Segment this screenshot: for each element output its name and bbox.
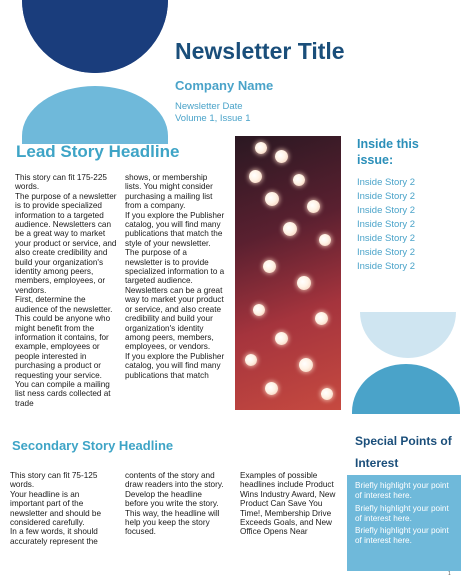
inside-story-link[interactable]: Inside Story 2 [357, 191, 416, 202]
special-points-box [347, 475, 461, 571]
inside-story-link[interactable]: Inside Story 2 [357, 233, 416, 244]
secondary-story-headline: Secondary Story Headline [12, 438, 174, 453]
decor-blue-arch-right [352, 362, 460, 414]
lead-paragraph: This story can fit 175-225 words. [15, 173, 107, 192]
light-bulb [299, 358, 313, 372]
secondary-story-column-2 [125, 471, 225, 541]
lead-paragraph: shows, or membership lists. You might consider purchasing a mailing list from a company. [125, 173, 213, 211]
light-bulb [255, 142, 267, 154]
lead-paragraph: If you explore the Publisher catalog, you will find many publications that match [125, 351, 225, 380]
secondary-paragraph: This story can fit 75-125 words. [10, 471, 98, 490]
inside-story-link[interactable]: Inside Story 2 [357, 177, 416, 188]
secondary-paragraph: Develop the headline before you write the story. This way, the headline will help you keep the story focused. [125, 489, 220, 537]
secondary-paragraph: In a few words, it should accurately represent the [10, 527, 98, 546]
inside-story-link[interactable]: Inside Story 2 [357, 205, 416, 216]
light-bulb [321, 388, 333, 400]
lead-story-column-2 [125, 173, 225, 411]
lead-paragraph: The purpose of a newsletter is to provide specialized information to a targeted audience. Newsletters can be a great way to market your product or service, and also create credibility and build your organization's identity among peers, members, employees, or vendors. [125, 248, 225, 352]
light-bulb [265, 382, 278, 395]
marquee-lights-photo [235, 136, 341, 410]
inside-issue-title: Inside this issue: [357, 137, 419, 167]
inside-story-link[interactable]: Inside Story 2 [357, 261, 416, 272]
lead-story-headline: Lead Story Headline [16, 142, 180, 161]
secondary-story-column-1 [10, 471, 114, 546]
special-points-title: Special Points of Interest [355, 434, 452, 470]
secondary-paragraph: Examples of possible headlines include Product Wins Industry Award, New Product Can Save You Time!, Membership Drive Exceeds Goals, and New Office Opens Near [240, 471, 336, 537]
company-name: Company Name [175, 78, 274, 93]
secondary-story-column-3 [240, 471, 338, 541]
point-of-interest: Briefly highlight your point of interest here. [355, 481, 449, 500]
inside-story-link[interactable]: Inside Story 2 [357, 247, 416, 258]
secondary-paragraph: contents of the story and draw readers into the story. [125, 471, 224, 490]
light-bulb [319, 234, 331, 246]
point-of-interest: Briefly highlight your point of interest here. [355, 526, 449, 545]
light-bulb [263, 260, 276, 273]
lead-paragraph: You can compile a mailing list ness cards collected at trade [15, 379, 111, 408]
light-bulb [245, 354, 257, 366]
lead-paragraph: If you explore the Publisher catalog, you will find many publications that match the style of your newsletter. [125, 210, 225, 248]
decor-blue-arch [22, 86, 168, 144]
secondary-paragraph: Your headline is an important part of the newsletter and should be considered carefully. [10, 489, 102, 528]
light-bulb [275, 332, 288, 345]
light-bulb [249, 170, 262, 183]
page-number: 1 [448, 571, 451, 577]
volume-issue: Volume 1, Issue 1 [175, 113, 251, 124]
newsletter-date: Newsletter Date [175, 101, 243, 112]
light-bulb [297, 276, 311, 290]
light-bulb [283, 222, 297, 236]
light-bulb [307, 200, 320, 213]
inside-story-link[interactable]: Inside Story 2 [357, 219, 416, 230]
lead-paragraph: First, determine the audience of the newsletter. This could be anyone who might benefit from the information it contains, for example, employees or people interested in purchasing a product or requesting your service. [15, 295, 113, 380]
decor-navy-semicircle [22, 0, 168, 72]
light-bulb [275, 150, 288, 163]
light-bulb [315, 312, 328, 325]
light-bulb [253, 304, 265, 316]
lead-paragraph: The purpose of a newsletter is to provide specialized information to a targeted audience. Newsletters can be a great way to market your product or service, and also create credibility and build your organization's identity among peers, members, employees, or vendors. [15, 191, 117, 295]
light-bulb [293, 174, 305, 186]
inside-issue-list [357, 176, 415, 274]
decor-pale-semicircle [360, 312, 456, 358]
lead-story-column-1 [15, 173, 117, 409]
newsletter-title: Newsletter Title [175, 38, 345, 64]
newsletter-date-block [175, 101, 251, 125]
light-bulb [265, 192, 279, 206]
point-of-interest: Briefly highlight your point of interest here. [355, 504, 449, 523]
